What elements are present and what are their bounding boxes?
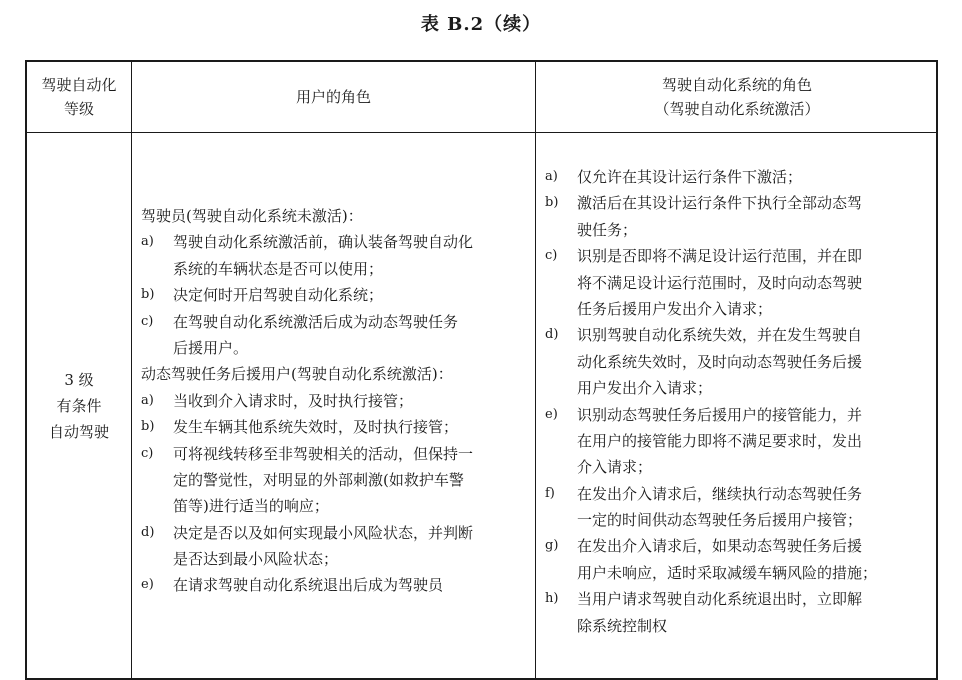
level-line: 有条件 <box>56 397 102 415</box>
list-item-line: 识别驾驶自动化系统失效，并在发生驾驶自 <box>577 326 863 345</box>
list-item-line: 当用户请求驾驶自动化系统退出时，立即解 <box>577 590 863 609</box>
system-list-item <box>545 481 935 534</box>
list-item-line: 系统的车辆状态是否可以使用； <box>173 259 384 278</box>
list-item-line: 决定何时开启驾驶自动化系统； <box>173 286 384 305</box>
list-marker: b) <box>545 195 559 211</box>
driver-heading: 驾驶员(驾驶自动化系统未激活)： <box>141 207 363 225</box>
list-item-line: 定的警觉性，对明显的外部刺激(如救护车警 <box>173 470 464 489</box>
list-item-line: 驶任务； <box>577 220 638 239</box>
fallback-list-item <box>141 388 531 414</box>
list-marker: g) <box>545 538 559 554</box>
header-level <box>27 62 131 132</box>
list-item-line: 后援用户。 <box>173 338 249 357</box>
list-item-line: 在请求驾驶自动化系统退出后成为驾驶员 <box>173 576 444 595</box>
level-line: 自动驾驶 <box>48 423 109 441</box>
system-list-item <box>545 402 935 481</box>
list-item-line: 除系统控制权 <box>577 616 668 635</box>
list-marker: a) <box>141 392 154 408</box>
fallback-list-item <box>141 572 531 598</box>
system-list-item <box>545 164 935 190</box>
system-list-item <box>545 533 935 586</box>
list-marker: b) <box>141 287 155 303</box>
driver-list-item <box>141 282 531 308</box>
list-item-line: 在用户的接管能力即将不满足要求时，发出 <box>577 431 863 450</box>
list-marker: c) <box>545 248 558 264</box>
list-item-line: 一定的时间供动态驾驶任务后援用户接管； <box>577 511 863 530</box>
header-user-role-label: 用户的角色 <box>295 88 371 106</box>
header-system-role <box>536 62 938 132</box>
list-marker: a) <box>545 169 558 184</box>
fallback-list-item <box>141 441 531 520</box>
table-title: 表 B.2（续） <box>420 14 542 35</box>
column-divider <box>535 62 536 678</box>
list-marker: c) <box>141 445 154 461</box>
level-line: 3 级 <box>64 371 94 389</box>
user-role-cell <box>141 203 531 599</box>
list-item-line: 识别是否即将不满足设计运行范围，并在即 <box>577 247 863 266</box>
system-list-item <box>545 322 935 401</box>
list-marker: a) <box>141 234 154 250</box>
list-item-line: 识别动态驾驶任务后援用户的接管能力，并 <box>577 405 863 424</box>
list-item-line: 将不满足设计运行范围时，及时向动态驾驶 <box>577 273 863 292</box>
level-cell <box>27 367 131 445</box>
list-item-line: 仅允许在其设计运行条件下激活； <box>577 168 803 186</box>
system-list-item <box>545 190 935 243</box>
header-system-role-line: （驾驶自动化系统激活） <box>654 100 820 118</box>
system-role-cell <box>545 164 935 639</box>
list-marker: b) <box>141 419 155 435</box>
list-item-line: 决定是否以及如何实现最小风险状态，并判断 <box>173 523 474 542</box>
header-level-line: 驾驶自动化 <box>41 76 117 94</box>
automation-level-table <box>25 60 938 680</box>
list-item-line: 用户发出介入请求； <box>577 379 713 398</box>
list-item-line: 当收到介入请求时，及时执行接管； <box>173 391 414 410</box>
list-marker: f) <box>545 485 555 501</box>
list-item-line: 在发出介入请求后，继续执行动态驾驶任务 <box>577 484 863 503</box>
header-level-line: 等级 <box>63 100 94 118</box>
list-item-line: 在发出介入请求后，如果动态驾驶任务后援 <box>577 537 863 556</box>
list-item-line: 在驾驶自动化系统激活后成为动态驾驶任务 <box>173 312 459 331</box>
list-item-line: 介入请求； <box>577 458 653 477</box>
header-divider <box>27 132 936 133</box>
fallback-list-item <box>141 414 531 440</box>
fallback-user-heading: 动态驾驶任务后援用户(驾驶自动化系统激活)： <box>141 365 453 384</box>
list-item-line: 激活后在其设计运行条件下执行全部动态驾 <box>577 194 863 213</box>
list-item-line: 可将视线转移至非驾驶相关的活动，但保持一 <box>173 444 474 463</box>
list-item-line: 任务后援用户发出介入请求； <box>577 299 773 318</box>
list-item-line: 笛等)进行适当的响应； <box>173 497 329 516</box>
list-marker: d) <box>141 524 155 540</box>
system-list-item <box>545 243 935 322</box>
column-divider <box>131 62 132 678</box>
list-item-line: 驾驶自动化系统激活前，确认装备驾驶自动化 <box>173 233 474 252</box>
list-item-line: 用户未响应，适时采取减缓车辆风险的措施； <box>577 563 878 582</box>
fallback-list-item <box>141 520 531 573</box>
system-list-item <box>545 586 935 639</box>
list-marker: d) <box>545 327 559 343</box>
header-user-role <box>132 62 535 132</box>
list-marker: e) <box>545 406 558 422</box>
driver-list-item <box>141 229 531 282</box>
list-item-line: 动化系统失效时，及时向动态驾驶任务后援 <box>577 352 863 371</box>
list-marker: c) <box>141 313 154 329</box>
list-marker: h) <box>545 591 559 607</box>
list-marker: e) <box>141 577 154 593</box>
list-item-line: 发生车辆其他系统失效时，及时执行接管； <box>173 418 459 437</box>
driver-list-item <box>141 309 531 362</box>
list-item-line: 是否达到最小风险状态； <box>173 550 339 569</box>
header-system-role-line: 驾驶自动化系统的角色 <box>661 76 812 94</box>
